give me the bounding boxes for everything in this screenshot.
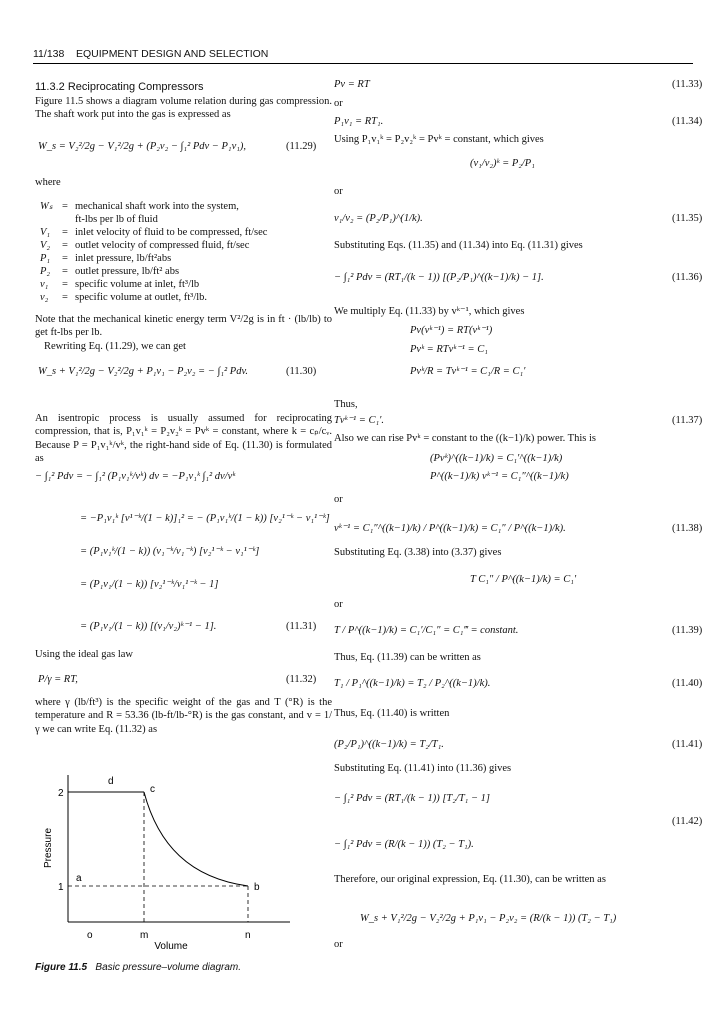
variable-definitions — [40, 200, 267, 304]
final-equation: W_s + V₁²/2g − V₂²/2g + P₁v₁ − P₂v₂ = (R/(k − 1)) (T₂ − T₁) — [360, 913, 617, 924]
equation-11-37: Tvᵏ⁻¹ = C₁′. — [334, 415, 385, 426]
substitution-result: T C₁″ / P^((k−1)/k) = C₁′ — [470, 574, 577, 585]
or-5: or — [334, 939, 343, 950]
equation-number-11-36: (11.36) — [672, 272, 703, 283]
page-reference: 11/138 — [33, 48, 65, 60]
raise-line: Also we can rise Pvᵏ = constant to the ((k−1)/k) power. This is — [334, 433, 596, 444]
thus-3: Thus, Eq. (11.40) is written — [334, 708, 450, 719]
point-label-a: a — [76, 873, 82, 884]
equation-number-11-34: (11.34) — [672, 116, 703, 127]
multiply-step-1: Pv(vᵏ⁻¹) = RT(vᵏ⁻¹) — [410, 325, 493, 336]
y-axis-label: Pressure — [43, 827, 54, 869]
pressure-volume-diagram — [40, 770, 330, 950]
equation-body: W_s = V₂²/2g − V₁²/2g + (P₂v₂ − ∫₁² Pdv − P₁v₁), — [38, 141, 247, 152]
running-header — [33, 48, 268, 61]
definition-row: Wₛ = mechanical shaft work into the system, — [40, 201, 239, 212]
raise-step-2: P^((k−1)/k) vᵏ⁻¹ = C₁″^((k−1)/k) — [430, 471, 569, 482]
equation-11-38: vᵏ⁻¹ = C₁″^((k−1)/k) / P^((k−1)/k) = C₁″ / P^((k−1)/k). — [334, 523, 566, 534]
or-3: or — [334, 494, 343, 505]
chapter-title: EQUIPMENT DESIGN AND SELECTION — [76, 48, 269, 60]
section-heading: 11.3.2 Reciprocating Compressors — [35, 81, 204, 93]
equation-11-42-b: − ∫₁² Pdv = (R/(k − 1)) (T₂ − T₁). — [334, 839, 474, 850]
equation-number-11-29: (11.29) — [286, 141, 317, 152]
therefore-paragraph: Therefore, our original expression, Eq. (11.30), can be written as — [334, 874, 606, 885]
substituting-line-3: Substituting Eq. (11.41) into (11.36) gives — [334, 763, 512, 774]
definition-row: v₂ = specific volume at outlet, ft³/lb. — [40, 292, 208, 303]
derivation-step-4: = (P₁v₁/(1 − k)) [v₂¹⁻ᵏ/v₁¹⁻ᵏ − 1] — [80, 579, 219, 590]
rewrite-paragraph: Rewriting Eq. (11.29), we can get — [44, 341, 186, 352]
derivation-step-3: = (P₁v₁ᵏ/(1 − k)) (v₁⁻ᵏ/v₁⁻ᵏ) [v₂¹⁻ᵏ − v₁¹⁻ᵏ] — [80, 546, 260, 557]
definition-row: P₁ = inlet pressure, lb/ft²abs — [40, 253, 172, 264]
equation-number-11-39: (11.39) — [672, 625, 703, 636]
thus-1: Thus, — [334, 399, 358, 410]
or-1: or — [334, 98, 343, 109]
equation-number-11-37: (11.37) — [672, 415, 703, 426]
equation-11-39: T / P^((k−1)/k) = C₁′/C₁″ = C₁‴ = constant. — [334, 625, 519, 636]
derivation-step-1: − ∫₁² Pdv = − ∫₁² (P₁v₁ᵏ/vᵏ) dv = −P₁v₁ᵏ ∫₁² dv/vᵏ — [35, 471, 236, 482]
equation-number-11-32: (11.32) — [286, 674, 317, 685]
header-rule — [33, 63, 693, 64]
ideal-gas-paragraph: Using the ideal gas law — [35, 649, 133, 660]
or-4: or — [334, 599, 343, 610]
equation-number-11-35: (11.35) — [672, 213, 703, 224]
equation-11-30: W_s + V₁²/2g − V₂²/2g + P₁v₁ − P₂v₂ = − ∫₁² Pdv. — [38, 366, 248, 377]
compression-curve — [144, 792, 248, 886]
gamma-paragraph: where γ (lb/ft³) is the specific weight of the gas and T (°R) is the temperature and R = 53.36 (lb-ft/lb-°R) is the gas constant, and v = 1/γ we can write Eq. (11.32) as — [35, 697, 332, 735]
intro-paragraph: Figure 11.5 shows a diagram volume relation during gas compression. The shaft work put into the gas is expressed as — [35, 96, 332, 121]
equation-number-11-30: (11.30) — [286, 366, 317, 377]
equation-number-11-33: (11.33) — [672, 79, 703, 90]
equation-number-11-31: (11.31) — [286, 621, 317, 632]
derivation-step-2: = −P₁v₁ᵏ [v¹⁻ᵏ/(1 − k)]₁² = − (P₁v₁ᵏ/(1 − k)) [v₂¹⁻ᵏ − v₁¹⁻ᵏ] — [80, 513, 330, 524]
substituting-line-2: Substituting Eq. (3.38) into (3.37) gives — [334, 547, 502, 558]
raise-step-1: (Pvᵏ)^((k−1)/k) = C₁′^((k−1)/k) — [430, 453, 563, 464]
multiply-step-3: Pvᵏ/R = Tvᵏ⁻¹ = C₁/R = C₁′ — [410, 366, 526, 377]
equation-number-11-41: (11.41) — [672, 739, 703, 750]
or-2: or — [334, 186, 343, 197]
definition-row: ft-lbs per lb of fluid — [75, 214, 158, 225]
where-label: where — [35, 177, 61, 188]
equation-11-32: P/γ = RT, — [38, 674, 78, 685]
thus-2: Thus, Eq. (11.39) can be written as — [334, 652, 481, 663]
substituting-line-1: Substituting Eqs. (11.35) and (11.34) into Eq. (11.31) gives — [334, 240, 583, 251]
x-tick-m: m — [140, 930, 149, 941]
multiply-line: We multiply Eq. (11.33) by vᵏ⁻¹, which gives — [334, 306, 525, 317]
y-tick-1: 1 — [58, 882, 64, 893]
equation-11-34: P₁v₁ = RT₁. — [334, 116, 384, 127]
equation-number-11-40: (11.40) — [672, 678, 703, 689]
note-paragraph: Note that the mechanical kinetic energy term V²/2g is in ft · (lb/lb) to get ft-lbs per lb. — [35, 314, 332, 339]
caption-text: Basic pressure–volume diagram. — [95, 962, 242, 973]
isentropic-paragraph: An isentropic process is usually assumed for reciprocating compression, that is, P₁v₁ᵏ = P₂v₂ᵏ = Pvᵏ = constant, where k = cₚ/cᵥ. Because P = P₁v₁ᵏ/vᵏ, the right-hand side of Eq. (11.30) is formulated as — [35, 413, 332, 465]
equation-number-11-38: (11.38) — [672, 523, 703, 534]
definition-row: P₂ = outlet pressure, lb/ft² abs — [40, 266, 180, 277]
equation-number-11-42: (11.42) — [672, 816, 703, 827]
point-label-c: c — [150, 784, 155, 795]
x-tick-n: n — [245, 930, 251, 941]
equation-11-35: v₁/v₂ = (P₂/P₁)^(1/k). — [334, 213, 423, 224]
definition-row: V₁ = inlet velocity of fluid to be compressed, ft/sec — [40, 227, 268, 238]
y-tick-2: 2 — [58, 788, 64, 799]
multiply-step-2: Pvᵏ = RTvᵏ⁻¹ = C₁ — [410, 344, 488, 355]
point-label-b: b — [254, 882, 260, 893]
definition-row: V₂ = outlet velocity of compressed fluid, ft/sec — [40, 240, 250, 251]
figure-caption — [35, 962, 241, 975]
x-tick-o: o — [87, 930, 93, 941]
ratio-relation: (v₁/v₂)ᵏ = P₂/P₁ — [470, 158, 535, 169]
equation-11-33: Pv = RT — [334, 79, 370, 90]
equation-11-41: (P₂/P₁)^((k−1)/k) = T₂/T₁. — [334, 739, 444, 750]
equation-11-40: T₁ / P₁^((k−1)/k) = T₂ / P₂^((k−1)/k). — [334, 678, 491, 689]
definition-row: v₁ = specific volume at inlet, ft³/lb — [40, 279, 200, 290]
using-line: Using P₁v₁ᵏ = P₂v₂ᵏ = Pvᵏ = constant, which gives — [334, 134, 544, 145]
equation-11-42-a: − ∫₁² Pdv = (RT₁/(k − 1)) [T₂/T₁ − 1] — [334, 793, 491, 804]
derivation-step-5: = (P₁v₁/(1 − k)) [(v₁/v₂)ᵏ⁻¹ − 1]. — [80, 621, 217, 632]
x-axis-label: Volume — [154, 941, 188, 950]
equation-11-36: − ∫₁² Pdv = (RT₁/(k − 1)) [(P₂/P₁)^((k−1)/k) − 1]. — [334, 272, 544, 283]
caption-label: Figure 11.5 — [35, 962, 88, 973]
point-label-d: d — [108, 776, 114, 787]
